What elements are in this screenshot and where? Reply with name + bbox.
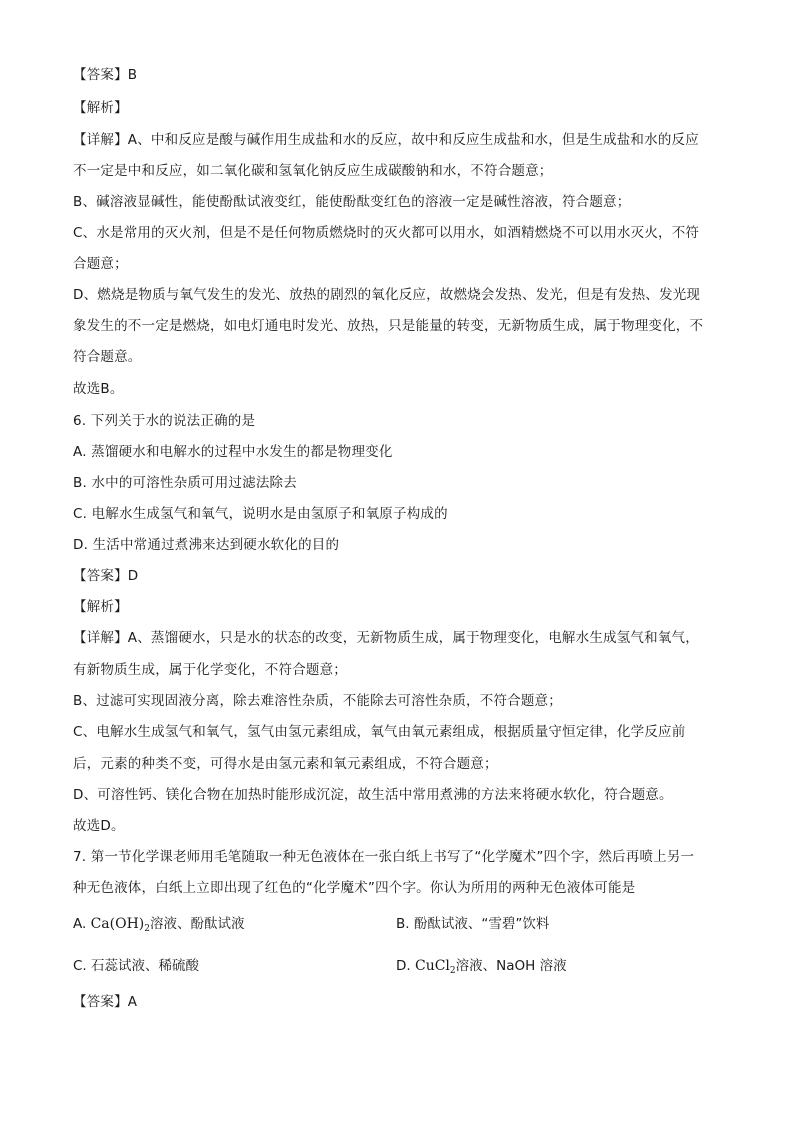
q6-answer: 【答案】D [73, 568, 139, 584]
q5-detail-line: 符合题意。 [73, 349, 142, 365]
q7-answer: 【答案】A [73, 994, 138, 1010]
q6-option-a: A. 蒸馏硬水和电解水的过程中水发生的都是物理变化 [73, 444, 393, 460]
q7-option-d-text: 溶液、NaOH 溶液 [455, 958, 567, 974]
q7-option-a [73, 914, 245, 934]
q6-conclusion: 故选D。 [73, 818, 125, 834]
q7-option-a-text: 溶液、酚酞试液 [150, 916, 245, 932]
q5-detail-line: 合题意； [73, 256, 128, 272]
q6-detail-line: C、电解水生成氢气和氧气，氢气由氢元素组成，氧气由氧元素组成，根据质量守恒定律，化学反应前 [73, 724, 686, 740]
q5-detail-line: B、碱溶液显碱性，能使酚酞试液变红，能使酚酞变红色的溶液一定是碱性溶液，符合题意； [73, 194, 631, 210]
q5-answer: 【答案】B [73, 67, 138, 83]
q5-detail-line: 【详解】A、中和反应是酸与碱作用生成盐和水的反应，故中和反应生成盐和水，但是生成盐和水的反应 [73, 132, 699, 148]
q7-option-a-formula: $Ca(OH)_2$ [90, 916, 150, 934]
q5-detail-line: 不一定是中和反应，如二氧化碳和氢氧化钠反应生成碳酸钠和水，不符合题意； [73, 163, 553, 179]
q6-analysis-heading: 【解析】 [73, 599, 128, 615]
q6-option-d: D. 生活中常通过煮沸来达到硬水软化的目的 [73, 537, 340, 553]
q6-detail-line: D、可溶性钙、镁化合物在加热时能形成沉淀，故生活中常用煮沸的方法来将硬水软化，符合题意。 [73, 787, 673, 803]
q5-detail-line: C、水是常用的灭火剂，但是不是任何物质燃烧时的灭火都可以用水，如酒精燃烧不可以用水灭火，不符 [73, 225, 700, 241]
q5-detail-line: D、燃烧是物质与氧气发生的发光、放热的剧烈的氧化反应，故燃烧会发热、发光，但是有发热、发光现 [73, 287, 701, 303]
q7-stem-line: 7. 第一节化学课老师用毛笔随取一种无色液体在一张白纸上书写了“化学魔术”四个字，然后再喷上另一 [73, 849, 695, 865]
q7-option-d-formula: CuCl$_2$ [414, 958, 456, 976]
q7-option-d-label: D. [396, 958, 411, 974]
q5-detail-line: 象发生的不一定是燃烧，如电灯通电时发光、放热，只是能量的转变，无新物质生成，属于物理变化，不 [73, 318, 704, 334]
q6-stem: 6. 下列关于水的说法正确的是 [73, 413, 256, 429]
q6-option-b: B. 水中的可溶性杂质可用过滤法除去 [73, 475, 297, 491]
q6-detail-line: 【详解】A、蒸馏硬水，只是水的状态的改变，无新物质生成，属于物理变化，电解水生成氢气和氧气， [73, 630, 699, 646]
q6-detail-line: 后，元素的种类不变，可得水是由氢元素和氧元素组成，不符合题意； [73, 756, 498, 772]
q6-option-c: C. 电解水生成氢气和氧气，说明水是由氢原子和氧原子构成的 [73, 506, 448, 522]
q7-stem-line: 种无色液体，白纸上立即出现了红色的“化学魔术”四个字。你认为所用的两种无色液体可能是 [73, 880, 636, 896]
q6-detail-line: 有新物质生成，属于化学变化，不符合题意； [73, 662, 347, 678]
q7-option-a-label: A. [73, 916, 87, 932]
q5-conclusion: 故选B。 [73, 381, 124, 397]
q7-option-b: B. 酚酞试液、“雪碧”饮料 [396, 916, 550, 932]
q7-option-c: C. 石蕊试液、稀硫酸 [73, 958, 200, 974]
q7-option-d [396, 956, 567, 976]
q6-detail-line: B、过滤可实现固液分离，除去难溶性杂质，不能除去可溶性杂质，不符合题意； [73, 693, 562, 709]
q5-analysis-heading: 【解析】 [73, 100, 128, 116]
